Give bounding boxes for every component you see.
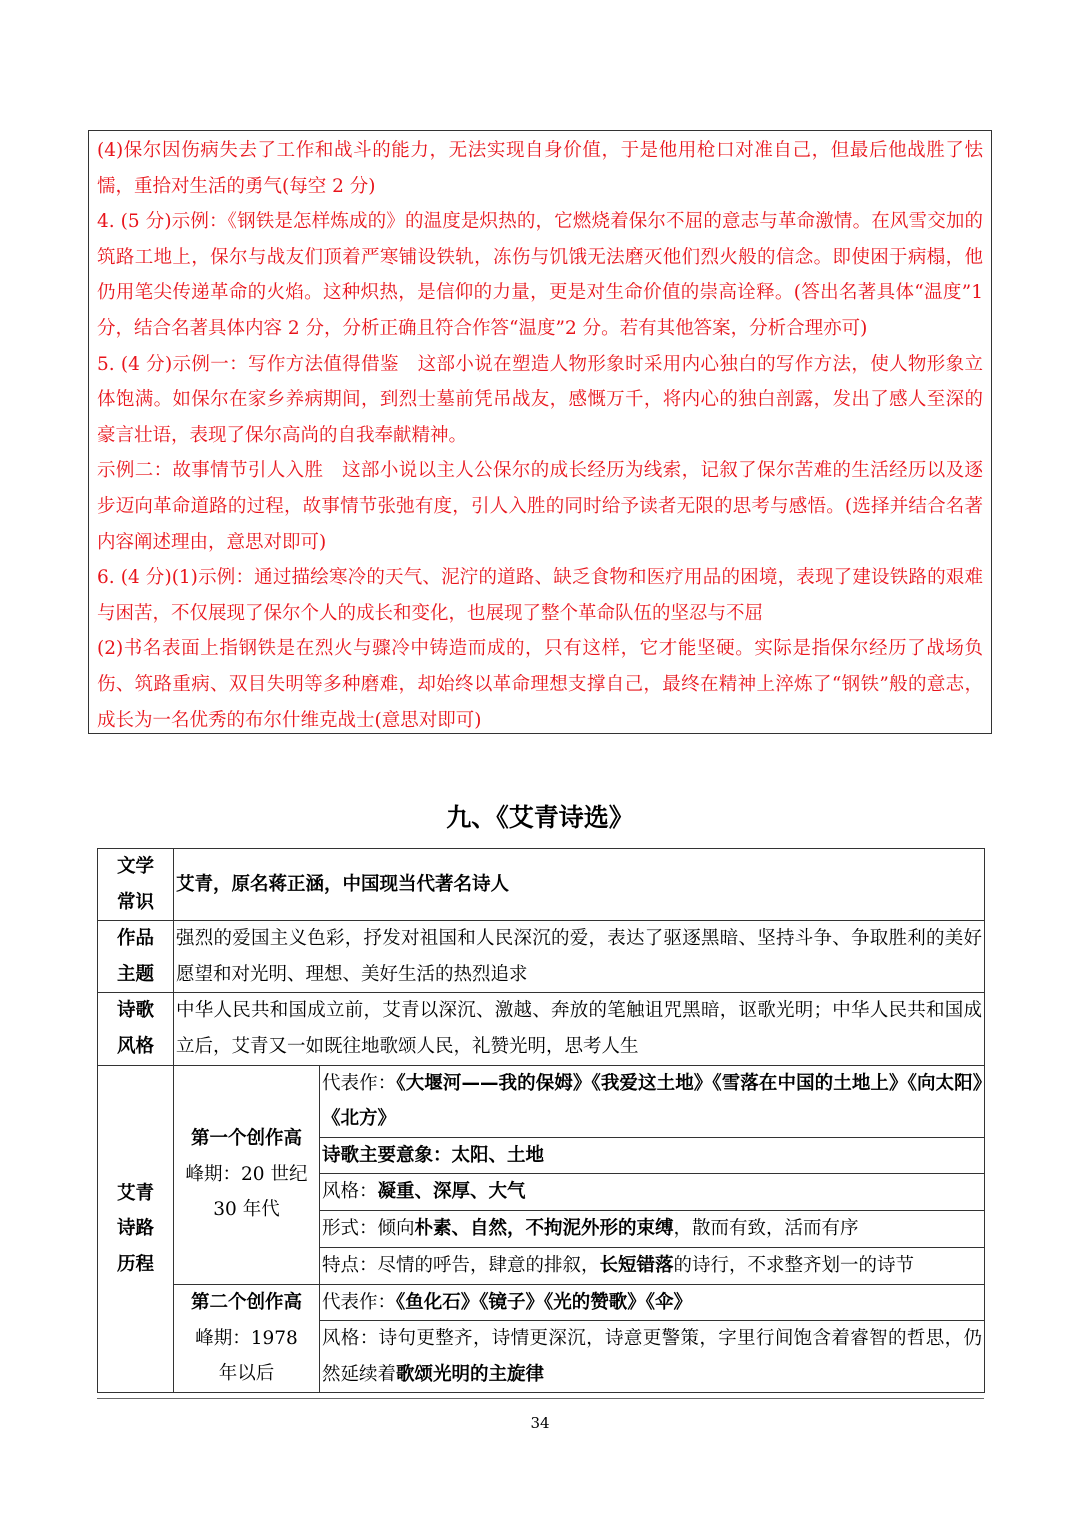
answer-paragraph: 5. (4 分)示例一：写作方法值得借鉴 这部小说在塑造人物形象时采用内心独白的写作方法，使人物形象立体饱满。如保尔在家乡养病期间，到烈士墓前凭吊战友，感慨万千，将内心的独白剖露，发出了感人至深的豪言壮语，表现了保尔高尚的自我奉献精神。 (97, 353, 983, 446)
period-2-works: 代表作：《鱼化石》《镜子》《光的赞歌》《伞》 (320, 1284, 985, 1321)
period-1-style: 风格：凝重、深厚、大气 (320, 1174, 985, 1211)
theme-cell: 强烈的爱国主义色彩，抒发对祖国和人民深沉的爱，表达了驱逐黑暗、坚持斗争、争取胜利的美好愿望和对光明、理想、美好生活的热烈追求 (174, 921, 985, 993)
answer-paragraph: (4)保尔因伤病失去了工作和战斗的能力，无法实现自身价值，于是他用枪口对准自己，但最后他战胜了怯懦，重拾对生活的勇气(每空 2 分) (97, 140, 983, 197)
table-row (98, 1284, 985, 1321)
answer-paragraph: (2)书名表面上指钢铁是在烈火与骤冷中铸造而成的，只有这样，它才能坚硬。实际是指保尔经历了战场负伤、筑路重病、双目失明等多种磨难，却始终以革命理想支撑自己，最终在精神上淬炼了“钢铁”般的意志，成长为一名优秀的布尔什维克战士(意思对即可) (97, 638, 983, 731)
table-row (98, 993, 985, 1065)
period-1-label: 第一个创作高 峰期：20 世纪 30 年代 (174, 1065, 320, 1284)
period-1-form: 形式：倾向朴素、自然，不拘泥外形的束缚，散而有致，活而有序 (320, 1210, 985, 1247)
period-2-label: 第二个创作高 峰期：1978 年以后 (174, 1284, 320, 1393)
period-1-works: 代表作：《大堰河——我的保姆》《我爱这土地》《雪落在中国的土地上》《向太阳》《北方》 (320, 1065, 985, 1137)
period-1-feature: 特点：尽情的呼告，肆意的排叙，长短错落的诗行，不求整齐划一的诗节 (320, 1247, 985, 1284)
period-1-imagery: 诗歌主要意象：太阳、土地 (320, 1137, 985, 1174)
table-row (98, 1065, 985, 1137)
answer-paragraph: 示例二：故事情节引人入胜 这部小说以主人公保尔的成长经历为线索，记叙了保尔苦难的生活经历以及逐步迈向革命道路的过程，故事情节张弛有度，引人入胜的同时给予读者无限的思考与感悟。(选择并结合名著内容阐述理由，意思对即可) (97, 460, 983, 553)
row-label-style: 诗歌 风格 (98, 993, 174, 1065)
answer-box (88, 130, 992, 734)
row-label-literary: 文学 常识 (98, 849, 174, 921)
footer-divider (97, 1398, 984, 1399)
section-title: 九、《艾青诗选》 (446, 803, 634, 832)
answer-paragraph: 4. (5 分)示例：《钢铁是怎样炼成的》的温度是炽热的，它燃烧着保尔不屈的意志与革命激情。在风雪交加的筑路工地上，保尔与战友们顶着严寒铺设铁轨，冻伤与饥饿无法磨灭他们烈火般的信念。即使困于病榻，他仍用笔尖传递革命的火焰。这种炽热，是信仰的力量，更是对生命价值的崇高诠释。(答出名著具体“温度”1 分，结合名著具体内容 2 分，分析正确且符合作答“温度”2 分。若有其他答案，分析合理亦可) (97, 211, 983, 339)
row-label-theme: 作品 主题 (98, 921, 174, 993)
period-2-style: 风格：诗句更整齐，诗情更深沉，诗意更警策，字里行间饱含着睿智的哲思，仍然延续着歌颂光明的主旋律 (320, 1321, 985, 1393)
page-number: 34 (530, 1414, 550, 1432)
knowledge-table (97, 848, 985, 1393)
style-cell: 中华人民共和国成立前，艾青以深沉、激越、奔放的笔触诅咒黑暗，讴歌光明；中华人民共和国成立后，艾青又一如既往地歌颂人民，礼赞光明，思考人生 (174, 993, 985, 1065)
answer-paragraph: 6. (4 分)(1)示例：通过描绘寒冷的天气、泥泞的道路、缺乏食物和医疗用品的困境，表现了建设铁路的艰难与困苦，不仅展现了保尔个人的成长和变化，也展现了整个革命队伍的坚忍与不屈 (97, 567, 983, 624)
table-row (98, 921, 985, 993)
row-label-journey: 艾青 诗路 历程 (98, 1065, 174, 1393)
table-row (98, 849, 985, 921)
literary-knowledge-cell: 艾青，原名蒋正涵，中国现当代著名诗人 (174, 849, 985, 921)
